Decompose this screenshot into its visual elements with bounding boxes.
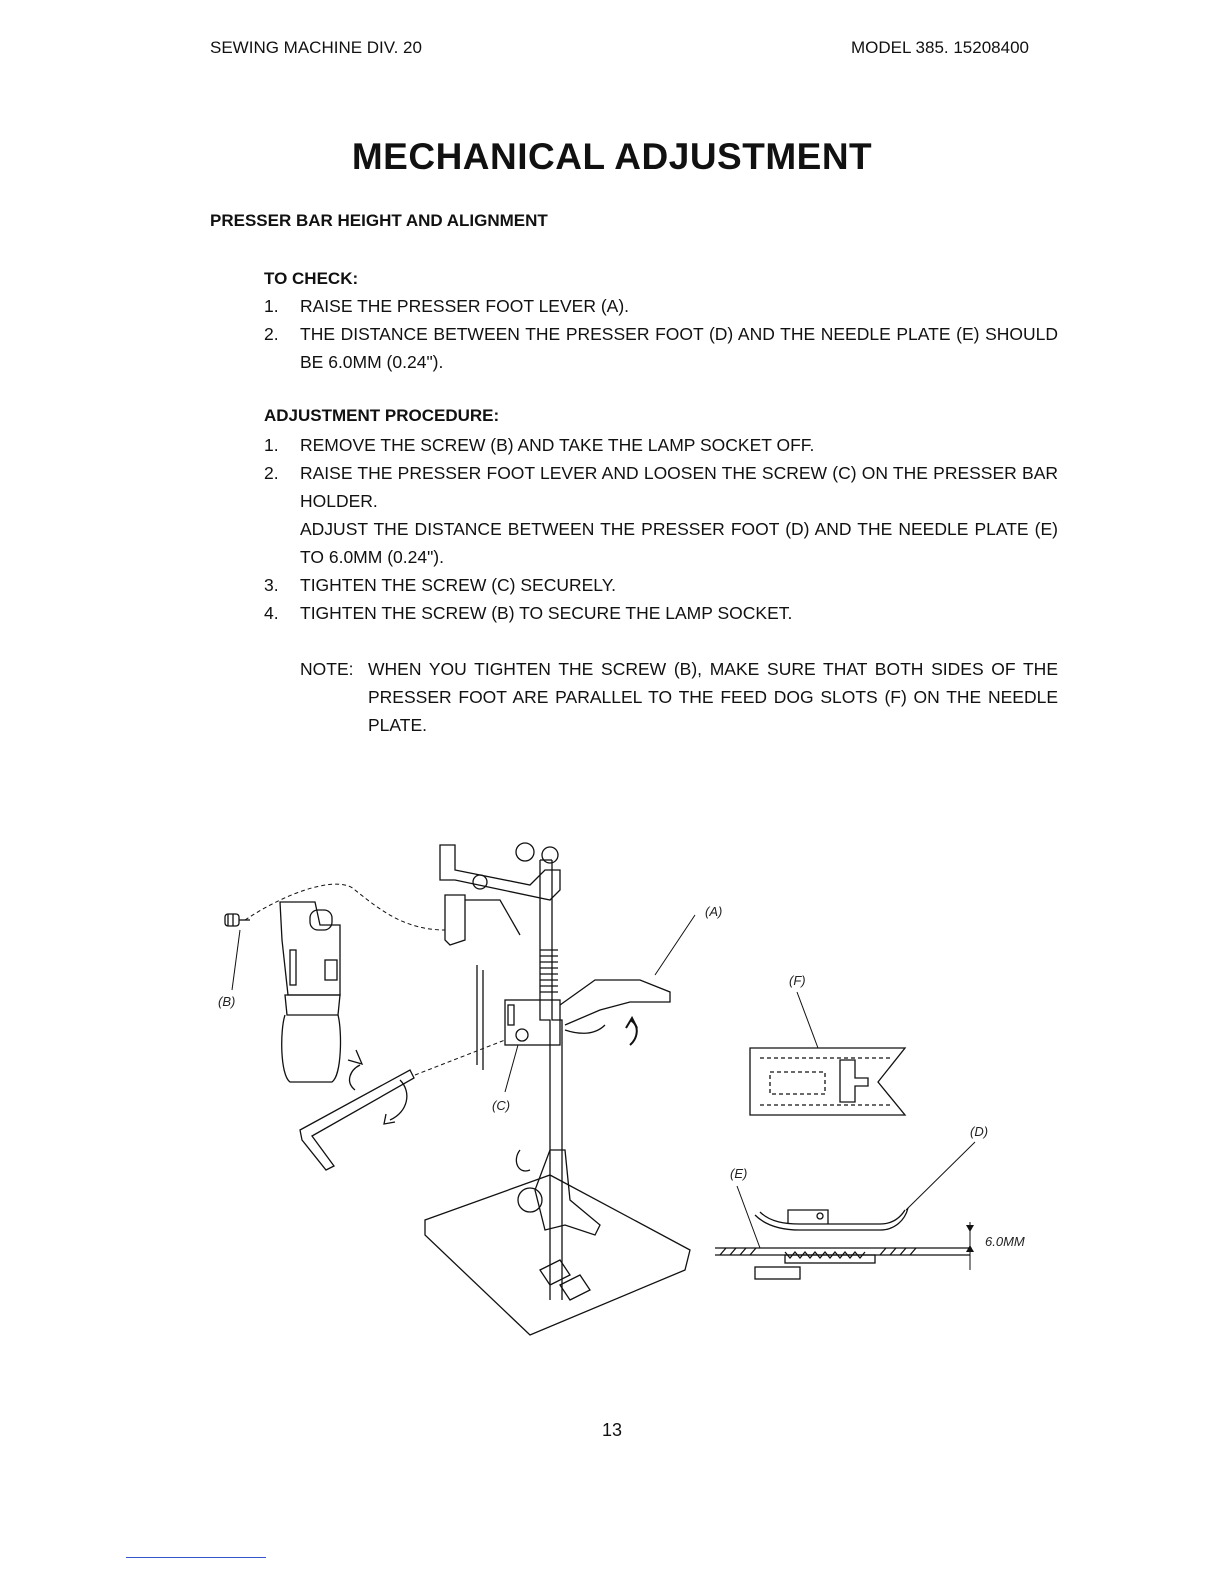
step-number: 4.: [264, 603, 279, 623]
label-c: (C): [492, 1098, 511, 1113]
step-number: 2.: [264, 324, 279, 344]
label-e: (E): [730, 1166, 748, 1181]
lamp-bulb-icon: [280, 902, 340, 1082]
step-text: RAISE THE PRESSER FOOT LEVER AND LOOSEN THE SCREW (C) ON THE PRESSER BAR HOLDER.: [300, 463, 1058, 511]
header-right: MODEL 385. 15208400: [851, 38, 1029, 57]
page-title: MECHANICAL ADJUSTMENT: [351, 136, 873, 177]
step-number: 1.: [264, 435, 279, 455]
label-a: (A): [705, 904, 723, 919]
label-distance: 6.0MM: [985, 1234, 1025, 1249]
leader-line: [245, 884, 445, 930]
check-steps: [264, 292, 1058, 376]
step-text: TIGHTEN THE SCREW (B) TO SECURE THE LAMP SOCKET.: [300, 603, 793, 623]
list-item: [264, 571, 1058, 599]
list-item: [264, 459, 1058, 571]
adjustment-figure: [200, 830, 1060, 1350]
step-number: 1.: [264, 296, 279, 316]
step-text: RAISE THE PRESSER FOOT LEVER (A).: [300, 296, 630, 316]
label-f: (F): [789, 973, 806, 988]
step-number: 3.: [264, 575, 279, 595]
hex-key-icon: [300, 1050, 414, 1170]
list-item: [264, 431, 1058, 459]
leader-d: [906, 1142, 975, 1210]
label-d: (D): [970, 1124, 989, 1139]
list-item: [264, 292, 1058, 320]
leader-a: [655, 915, 695, 975]
leader-c: [505, 1045, 518, 1092]
header-left: SEWING MACHINE DIV. 20: [210, 38, 422, 57]
presser-bar-icon: [425, 843, 690, 1335]
procedure-steps: [264, 431, 1058, 627]
section-title: PRESSER BAR HEIGHT AND ALIGNMENT: [210, 211, 548, 230]
note-label: NOTE:: [300, 659, 354, 679]
note-text: WHEN YOU TIGHTEN THE SCREW (B), MAKE SURE THAT BOTH SIDES OF THE PRESSER FOOT ARE PARALLEL TO THE FEED DOG SLOTS (F) ON THE NEEDLE PLATE.: [368, 659, 1058, 735]
label-b: (B): [218, 994, 236, 1009]
step-text: REMOVE THE SCREW (B) AND TAKE THE LAMP SOCKET OFF.: [300, 435, 815, 455]
distance-dimension: [966, 1222, 974, 1270]
presser-foot-side-icon: [715, 1208, 970, 1279]
adjustment-diagram: [200, 830, 1060, 1350]
leader-f: [797, 992, 818, 1048]
step-number: 2.: [264, 463, 279, 483]
page-number: 13: [601, 1420, 623, 1440]
note: [300, 655, 1058, 739]
step-text-extra: ADJUST THE DISTANCE BETWEEN THE PRESSER FOOT (D) AND THE NEEDLE PLATE (E) TO 6.0MM (0.24").: [300, 519, 1058, 567]
leader-line: [415, 1040, 505, 1075]
list-item: [264, 599, 1058, 627]
procedure-heading: ADJUSTMENT PROCEDURE:: [264, 406, 500, 425]
list-item: [264, 320, 1058, 376]
leader-b: [232, 930, 240, 990]
step-text: TIGHTEN THE SCREW (C) SECURELY.: [300, 575, 617, 595]
step-text: THE DISTANCE BETWEEN THE PRESSER FOOT (D) AND THE NEEDLE PLATE (E) SHOULD BE 6.0MM (0.24").: [300, 324, 1058, 372]
footer-line: [126, 1557, 266, 1558]
screw-b-icon: [225, 914, 250, 926]
check-heading: TO CHECK:: [264, 269, 359, 288]
needle-plate-icon: [750, 1048, 905, 1115]
